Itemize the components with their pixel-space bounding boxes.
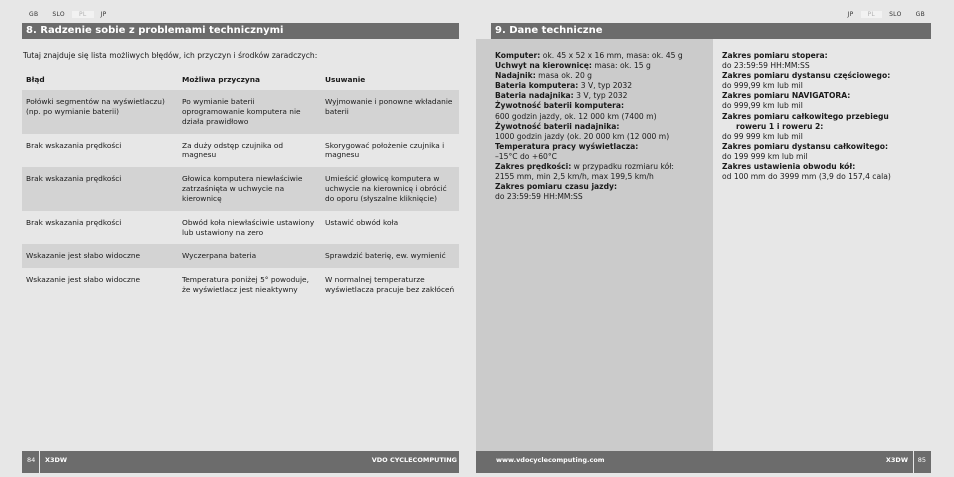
page-number-right: 85	[917, 456, 926, 464]
cell-error: Brak wskazania prędkości	[26, 217, 122, 227]
intro-text: Tutaj znajduje się lista możliwych błędów, ich przyczyn i środków zaradczych:	[23, 51, 318, 60]
spec-line	[495, 91, 710, 101]
spec-value: 1000 godzin jazdy (ok. 20 000 km (12 000 m)	[495, 131, 670, 141]
spec-line	[495, 71, 710, 81]
spec-label: Zakres pomiaru czasu jazdy:	[495, 182, 618, 192]
spec-label: Żywotność baterii komputera:	[495, 101, 625, 111]
spec-line	[722, 101, 937, 111]
cell-remedy: Wyjmowanie i ponowne wkładanie baterii	[321, 90, 459, 134]
cell-error: Połówki segmentów na wyświetlaczu) (np. po wymianie baterii)	[22, 90, 178, 134]
table-header-row	[22, 68, 459, 90]
footer-separator	[39, 451, 40, 473]
spec-line	[495, 51, 710, 61]
table-row	[22, 134, 459, 168]
spec-line	[722, 112, 937, 122]
language-nav-left	[22, 11, 114, 18]
top-strip	[0, 0, 954, 22]
spec-label: Zakres pomiaru całkowitego przebiegu	[722, 111, 889, 121]
spec-column-b	[722, 51, 937, 182]
cell-cause: Za duży odstęp czujnika od magnesu	[182, 140, 284, 160]
spec-line	[495, 122, 710, 132]
spec-value: do 23:59:59 HH:MM:SS	[495, 192, 583, 202]
spec-value: do 99 999 km lub mil	[722, 131, 803, 141]
cell-remedy: Skorygować położenie czujnika i magnesu	[325, 140, 445, 160]
language-tab-gb[interactable]: GB	[915, 11, 925, 18]
header-remedy: Usuwanie	[325, 74, 366, 84]
cell-error: Wskazanie jest słabo widoczne	[26, 275, 141, 285]
spec-line	[495, 162, 710, 172]
spec-label: Komputer:	[495, 51, 541, 60]
spec-line	[722, 71, 937, 81]
spec-line	[722, 91, 937, 101]
cell-cause: Obwód koła niewłaściwie ustawiony lub ustawiony na zero	[182, 217, 315, 237]
spec-label: Zakres pomiaru stopera:	[722, 51, 828, 60]
spec-line	[722, 51, 937, 61]
spec-value: ok. 45 x 52 x 16 mm, masa: ok. 45 g	[540, 51, 683, 60]
footer-separator	[913, 451, 914, 473]
spec-value: w przypadku rozmiaru kół:	[571, 162, 674, 172]
cell-error: Brak wskazania prędkości	[22, 167, 178, 211]
spec-value: 2155 mm, min 2,5 km/h, max 199,5 km/h	[495, 172, 654, 182]
spec-label: Bateria nadajnika:	[495, 91, 574, 101]
cell-error: Brak wskazania prędkości	[26, 140, 122, 150]
spec-value: –15°C do +60°C	[495, 151, 557, 161]
spec-line	[722, 152, 937, 162]
language-tab-pl[interactable]: PL	[861, 11, 883, 18]
section-title-technical-data: 9. Dane techniczne	[491, 23, 931, 39]
spec-value: 3 V, typ 2032	[578, 81, 633, 91]
language-tab-jp[interactable]: JP	[100, 11, 107, 18]
header-cause: Możliwa przyczyna	[182, 74, 260, 84]
cell-cause: Wyczerpana bateria	[178, 244, 321, 268]
cell-remedy: W normalnej temperaturze wyświetlacza pracuje bez zakłóceń	[325, 275, 455, 295]
spec-label: Zakres ustawienia obwodu kół:	[722, 162, 856, 172]
spec-line	[495, 192, 710, 202]
spec-line	[495, 142, 710, 152]
spec-line	[495, 112, 710, 122]
spec-label: Zakres prędkości:	[495, 162, 572, 172]
spec-label: Żywotność baterii nadajnika:	[495, 121, 620, 131]
spec-value: do 999,99 km lub mil	[722, 81, 803, 91]
spec-label: Zakres pomiaru dystansu całkowitego:	[722, 141, 889, 151]
cell-error: Wskazanie jest słabo widoczne	[22, 244, 178, 268]
spec-label: roweru 1 i roweru 2:	[736, 121, 824, 131]
spec-line	[722, 142, 937, 152]
spec-line	[495, 61, 710, 71]
spec-label: Bateria komputera:	[495, 81, 579, 91]
footer-left	[22, 451, 459, 473]
spec-line	[722, 61, 937, 71]
language-tab-pl[interactable]: PL	[72, 11, 94, 18]
header-error: Błąd	[26, 74, 45, 84]
spec-value: do 999,99 km lub mil	[722, 101, 803, 111]
spec-line	[495, 101, 710, 111]
cell-remedy: Ustawić obwód koła	[325, 217, 399, 227]
cell-cause: Głowica komputera niewłaściwie zatrzaśnięta w uchwycie na kierownicę	[178, 167, 321, 211]
table-row	[22, 211, 459, 245]
spec-line	[495, 132, 710, 142]
cell-remedy: Sprawdzić baterię, ew. wymienić	[321, 244, 459, 268]
spec-label: Zakres pomiaru NAVIGATORA:	[722, 91, 851, 101]
cell-cause: Po wymianie baterii oprogramowanie komputera nie działa prawidłowo	[178, 90, 321, 134]
spec-line	[495, 81, 710, 91]
spec-line	[722, 132, 937, 142]
language-tab-slo[interactable]: SLO	[889, 11, 902, 18]
spec-value: 600 godzin jazdy, ok. 12 000 km (7400 m)	[495, 111, 657, 121]
language-tab-gb[interactable]: GB	[29, 11, 39, 18]
table-row	[22, 90, 459, 134]
spec-value: od 100 mm do 3999 mm (3,9 do 157,4 cala)	[722, 172, 891, 182]
spec-line	[495, 152, 710, 162]
language-tab-jp[interactable]: JP	[847, 11, 854, 18]
section-title-troubleshooting: 8. Radzenie sobie z problemami technicznymi	[22, 23, 459, 39]
spec-line	[722, 122, 937, 132]
spec-value: do 199 999 km lub mil	[722, 151, 808, 161]
spec-line	[722, 162, 937, 172]
spec-value: do 23:59:59 HH:MM:SS	[722, 61, 810, 71]
table-row	[22, 268, 459, 302]
cell-remedy: Umieścić głowicę komputera w uchwycie na kierownicę i obrócić do oporu (słyszalne kliknięcie)	[321, 167, 459, 211]
spec-column-a	[495, 51, 710, 202]
spec-label: Temperatura pracy wyświetlacza:	[495, 141, 639, 151]
language-nav-right	[841, 11, 933, 18]
footer-model-left: X3DW	[45, 456, 68, 464]
language-tab-slo[interactable]: SLO	[52, 11, 65, 18]
footer-url: www.vdocyclecomputing.com	[496, 456, 605, 464]
spec-value: masa ok. 20 g	[535, 71, 593, 81]
spec-line	[722, 172, 937, 182]
spec-value: masa: ok. 15 g	[591, 61, 651, 71]
footer-right	[476, 451, 931, 473]
spec-line	[722, 81, 937, 91]
spec-line	[495, 182, 710, 192]
cell-cause: Temperatura poniżej 5° powoduje, że wyświetlacz jest nieaktywny	[182, 275, 309, 295]
table-row	[22, 244, 459, 268]
page-number-left: 84	[27, 456, 36, 464]
spec-value: 3 V, typ 2032	[573, 91, 628, 101]
spec-label: Uchwyt na kierownicę:	[495, 61, 592, 71]
footer-brand: VDO CYCLECOMPUTING	[371, 456, 457, 464]
spec-line	[495, 172, 710, 182]
spec-label: Nadajnik:	[495, 71, 536, 81]
troubleshooting-table	[22, 68, 459, 302]
table-row	[22, 167, 459, 211]
footer-model-right: X3DW	[885, 456, 908, 464]
spec-label: Zakres pomiaru dystansu częściowego:	[722, 71, 891, 81]
